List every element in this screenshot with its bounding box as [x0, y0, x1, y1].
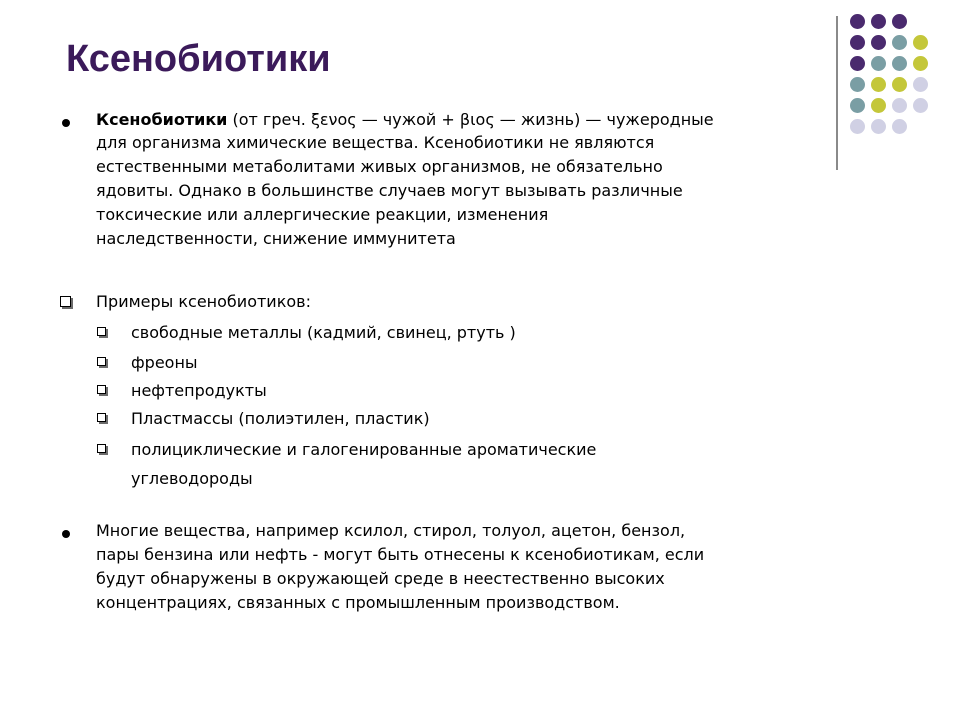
bullet3-line-3: будут обнаружены в окружающей среде в неестественно высоких: [96, 569, 665, 588]
bullet1-line-3: естественными метаболитами живых организмов, не обязательно: [96, 157, 663, 176]
decorative-dot: [871, 35, 886, 50]
decorative-dot: [913, 77, 928, 92]
bullet-square-icon: [60, 296, 71, 307]
vertical-divider: [836, 16, 838, 170]
decorative-dot: [913, 35, 928, 50]
bullet1-line-4: ядовиты. Однако в большинстве случаев могут вызывать различные: [96, 181, 683, 200]
decorative-dot: [850, 14, 865, 29]
decorative-dot: [850, 119, 865, 134]
decorative-dot: [871, 119, 886, 134]
decorative-dot: [892, 35, 907, 50]
example-item-5: полициклические и галогенированные ароматические: [131, 440, 597, 459]
decorative-dot: [871, 77, 886, 92]
subbullet-square-icon: [97, 444, 106, 453]
decorative-dot: [913, 98, 928, 113]
subbullet-square-icon: [97, 357, 106, 366]
example-item-5-cont: углеводороды: [131, 469, 253, 488]
bullet-dot-icon: [62, 119, 70, 127]
decorative-dot: [871, 56, 886, 71]
decorative-dot: [871, 98, 886, 113]
subbullet-square-icon: [97, 413, 106, 422]
decorative-dot: [850, 77, 865, 92]
subbullet-square-icon: [97, 385, 106, 394]
bullet1-line-1: [96, 110, 714, 129]
decorative-dot: [850, 35, 865, 50]
example-item-1: свободные металлы (кадмий, свинец, ртуть ): [131, 323, 516, 342]
bullet1-line-1-rest: (от греч. ξενος — чужой + βιος — жизнь) — чужеродные: [227, 110, 714, 129]
bullet-dot-icon: [62, 530, 70, 538]
examples-heading: Примеры ксенобиотиков:: [96, 292, 311, 311]
bullet3-line-2: пары бензина или нефть - могут быть отнесены к ксенобиотикам, если: [96, 545, 705, 564]
bullet3-line-1: Многие вещества, например ксилол, стирол, толуол, ацетон, бензол,: [96, 521, 686, 540]
example-item-2: фреоны: [131, 353, 198, 372]
subbullet-square-icon: [97, 327, 106, 336]
term-bold: Ксенобиотики: [96, 110, 228, 129]
decorative-dot: [892, 98, 907, 113]
decorative-dot: [913, 56, 928, 71]
slide-title: Ксенобиотики: [66, 38, 331, 80]
decorative-dot: [850, 98, 865, 113]
decorative-dot: [850, 56, 865, 71]
decorative-dot: [892, 119, 907, 134]
decorative-dot: [892, 14, 907, 29]
decorative-dot: [892, 56, 907, 71]
example-item-3: нефтепродукты: [131, 381, 267, 400]
bullet3-line-4: концентрациях, связанных с промышленным производством.: [96, 593, 620, 612]
bullet1-line-5: токсические или аллергические реакции, изменения: [96, 205, 549, 224]
decorative-dot: [892, 77, 907, 92]
decorative-dot: [871, 14, 886, 29]
bullet1-line-2: для организма химические вещества. Ксенобиотики не являются: [96, 133, 655, 152]
bullet1-line-6: наследственности, снижение иммунитета: [96, 229, 456, 248]
example-item-4: Пластмассы (полиэтилен, пластик): [131, 409, 430, 428]
